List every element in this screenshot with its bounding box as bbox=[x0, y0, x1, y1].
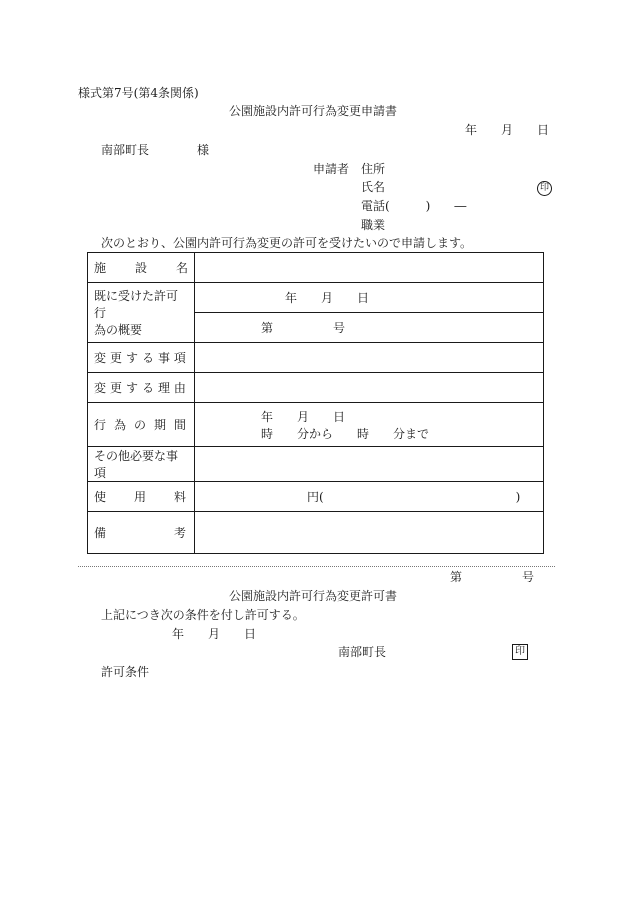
application-body-text: 次のとおり、公園内許可行為変更の許可を受けたいので申請します。 bbox=[101, 236, 473, 250]
prior-permit-number-cell bbox=[195, 313, 544, 343]
issuer-seal-text: 印 bbox=[512, 644, 528, 660]
table-row bbox=[88, 373, 544, 403]
activity-period-time: 時 分から 時 分まで bbox=[261, 426, 430, 441]
phone-label: 電話( ) ― bbox=[361, 199, 467, 213]
applicant-seal-mark bbox=[537, 179, 552, 196]
table-row bbox=[88, 253, 544, 283]
applicant-label: 申請者 bbox=[313, 162, 350, 176]
table-row bbox=[88, 343, 544, 373]
seal-mark-text: 印 bbox=[537, 181, 552, 196]
change-reason-label: 変 更 す る 理 由 bbox=[88, 373, 195, 403]
name-label: 氏名 bbox=[361, 180, 386, 194]
other-matters-cell bbox=[195, 447, 544, 482]
cut-line-divider bbox=[78, 566, 555, 567]
usage-fee-value: 円( ) bbox=[307, 490, 521, 504]
address-label: 住所 bbox=[361, 162, 386, 176]
activity-period-label: 行 為 の 期 間 bbox=[88, 403, 195, 447]
activity-period-cell bbox=[195, 403, 544, 447]
permit-title: 公園施設内許可行為変更許可書 bbox=[229, 589, 398, 603]
permit-body-text: 上記につき次の条件を付し許可する。 bbox=[101, 608, 305, 622]
table-row bbox=[88, 482, 544, 512]
facility-name-cell bbox=[195, 253, 544, 283]
usage-fee-label: 使 用 料 bbox=[88, 482, 195, 512]
usage-fee-cell bbox=[195, 482, 544, 512]
change-reason-cell bbox=[195, 373, 544, 403]
application-table bbox=[87, 252, 544, 554]
table-row bbox=[88, 447, 544, 482]
application-title: 公園施設内許可行為変更申請書 bbox=[229, 104, 398, 118]
prior-permit-number: 第 号 bbox=[261, 321, 346, 335]
table-row bbox=[88, 512, 544, 554]
permit-date: 年 月 日 bbox=[172, 627, 257, 641]
issuer-seal-mark bbox=[512, 643, 528, 660]
prior-permit-date-cell bbox=[195, 283, 544, 313]
prior-permit-date: 年 月 日 bbox=[285, 291, 370, 305]
change-item-cell bbox=[195, 343, 544, 373]
remarks-label: 備 考 bbox=[88, 512, 195, 554]
form-number: 様式第7号(第4条関係) bbox=[78, 86, 199, 100]
table-row bbox=[88, 403, 544, 447]
facility-name-label: 施 設 名 bbox=[88, 253, 195, 283]
permit-conditions-label: 許可条件 bbox=[101, 665, 150, 679]
permit-issuer: 南部町長 bbox=[338, 645, 387, 659]
table-row bbox=[88, 283, 544, 313]
change-item-label: 変 更 す る 事 項 bbox=[88, 343, 195, 373]
occupation-label: 職業 bbox=[361, 218, 386, 232]
activity-period-date: 年 月 日 bbox=[261, 409, 346, 424]
addressee: 南部町長 様 bbox=[101, 143, 210, 157]
other-matters-label: その他必要な事項 bbox=[88, 447, 195, 482]
prior-permit-label: 既に受けた許可行 為の概要 bbox=[88, 283, 195, 343]
application-date: 年 月 日 bbox=[465, 123, 550, 137]
remarks-cell bbox=[195, 512, 544, 554]
permit-number: 第 号 bbox=[450, 570, 535, 584]
